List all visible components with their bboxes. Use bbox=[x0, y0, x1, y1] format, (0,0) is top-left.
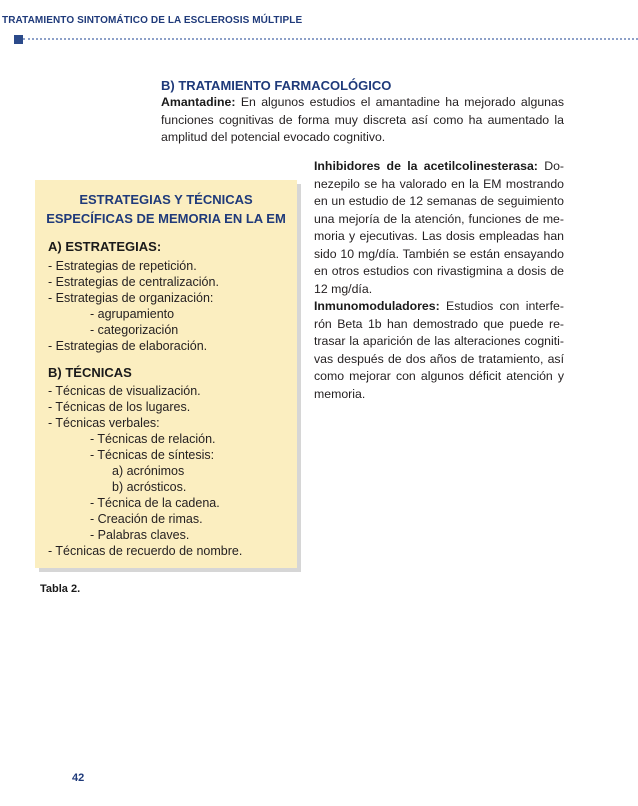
inmuno-line-6: memoria. bbox=[314, 386, 366, 401]
inhibidores-line-2: nezepilo se ha valorado en la EM mostrando bbox=[314, 176, 564, 191]
header-square-marker bbox=[14, 35, 23, 44]
tecnica-subitem: - Creación de rimas. bbox=[90, 512, 203, 526]
amantadine-line-2: funciones cognitivas de forma muy discreta así como ha aumentado la bbox=[161, 112, 564, 127]
estrategia-subitem: - agrupamiento bbox=[90, 307, 175, 321]
estrategia-item: - Estrategias de organización: bbox=[48, 291, 214, 305]
page-number: 42 bbox=[72, 772, 85, 784]
amantadine-line-3: amplitud del potencial evocado cognitivo. bbox=[161, 130, 386, 144]
tecnica-subsubitem: a) acrónimos bbox=[112, 464, 185, 478]
inmuno-line-5: como mejorar con algunos déficit atención y bbox=[314, 369, 564, 383]
inhibidores-line-1: Inhibidores de la acetilcolinesterasa: Do- bbox=[314, 159, 565, 173]
tecnica-item: - Técnicas verbales: bbox=[48, 416, 160, 430]
inmuno-label: Inmunomoduladores: bbox=[314, 299, 440, 313]
inmuno-line-3: trasar la aparición de las alteraciones cogniti- bbox=[314, 334, 564, 348]
inhibidores-line-3: en un estudio de 12 semanas de seguimiento bbox=[314, 194, 564, 208]
section-title: B) TRATAMIENTO FARMACOLÓGICO bbox=[161, 78, 392, 93]
estrategias-heading: A) ESTRATEGIAS: bbox=[48, 239, 162, 254]
amantadine-line-1: Amantadine: En algunos estudios el amantadine ha mejorado algunas bbox=[161, 95, 564, 109]
header-dotted-rule bbox=[23, 38, 638, 40]
inhibidores-line-5: moria y ejecutivas. Las dosis empleadas han bbox=[314, 229, 564, 243]
tecnica-subitem: - Palabras claves. bbox=[90, 528, 190, 542]
inhibidores-line-7: en otros estudios con rivastigmina a dosis de bbox=[314, 264, 564, 278]
tecnica-subsubitem: b) acrósticos. bbox=[112, 480, 187, 494]
tecnica-item: - Técnicas de los lugares. bbox=[48, 400, 191, 414]
table-title: ESTRATEGIAS Y TÉCNICAS ESPECÍFICAS DE MEMORIA EN LA EM bbox=[46, 192, 286, 226]
tecnica-subitem: - Técnicas de relación. bbox=[90, 432, 216, 446]
inmunomoduladores-paragraph bbox=[314, 298, 564, 403]
inhibidores-paragraph bbox=[314, 158, 564, 298]
estrategia-subitem: - categorización bbox=[90, 323, 179, 337]
inhibidores-line-6: sido 10 mg/día. También se están ensayando bbox=[314, 246, 564, 261]
inhibidores-line-4: una mejoría de la atención, funciones de me- bbox=[314, 211, 564, 226]
tecnica-subitem: - Técnica de la cadena. bbox=[90, 496, 220, 510]
estrategia-item: - Estrategias de centralización. bbox=[48, 275, 219, 289]
tecnicas-heading: B) TÉCNICAS bbox=[48, 365, 132, 380]
inmuno-line-2: rón Beta 1b han demostrado que puede re- bbox=[314, 316, 564, 331]
running-header: TRATAMIENTO SINTOMÁTICO DE LA ESCLEROSIS MÚLTIPLE bbox=[2, 15, 303, 26]
memory-strategies-table bbox=[35, 180, 297, 568]
inhibidores-label: Inhibidores de la acetilcolinesterasa: bbox=[314, 159, 538, 173]
estrategia-item: - Estrategias de elaboración. bbox=[48, 339, 208, 353]
inmuno-line-4: vas después de dos años de tratamiento, así bbox=[314, 351, 564, 366]
table-caption: Tabla 2. bbox=[40, 583, 81, 595]
tecnica-item: - Técnicas de recuerdo de nombre. bbox=[48, 544, 243, 558]
tecnica-subitem: - Técnicas de síntesis: bbox=[90, 448, 215, 462]
inhibidores-line-8: 12 mg/día. bbox=[314, 281, 373, 296]
estrategia-item: - Estrategias de repetición. bbox=[48, 259, 197, 273]
tecnica-item: - Técnicas de visualización. bbox=[48, 384, 201, 398]
inmuno-line-1: Inmunomoduladores: Estudios con interfe- bbox=[314, 299, 564, 313]
amantadine-paragraph bbox=[161, 94, 564, 147]
amantadine-label: Amantadine: bbox=[161, 95, 236, 109]
